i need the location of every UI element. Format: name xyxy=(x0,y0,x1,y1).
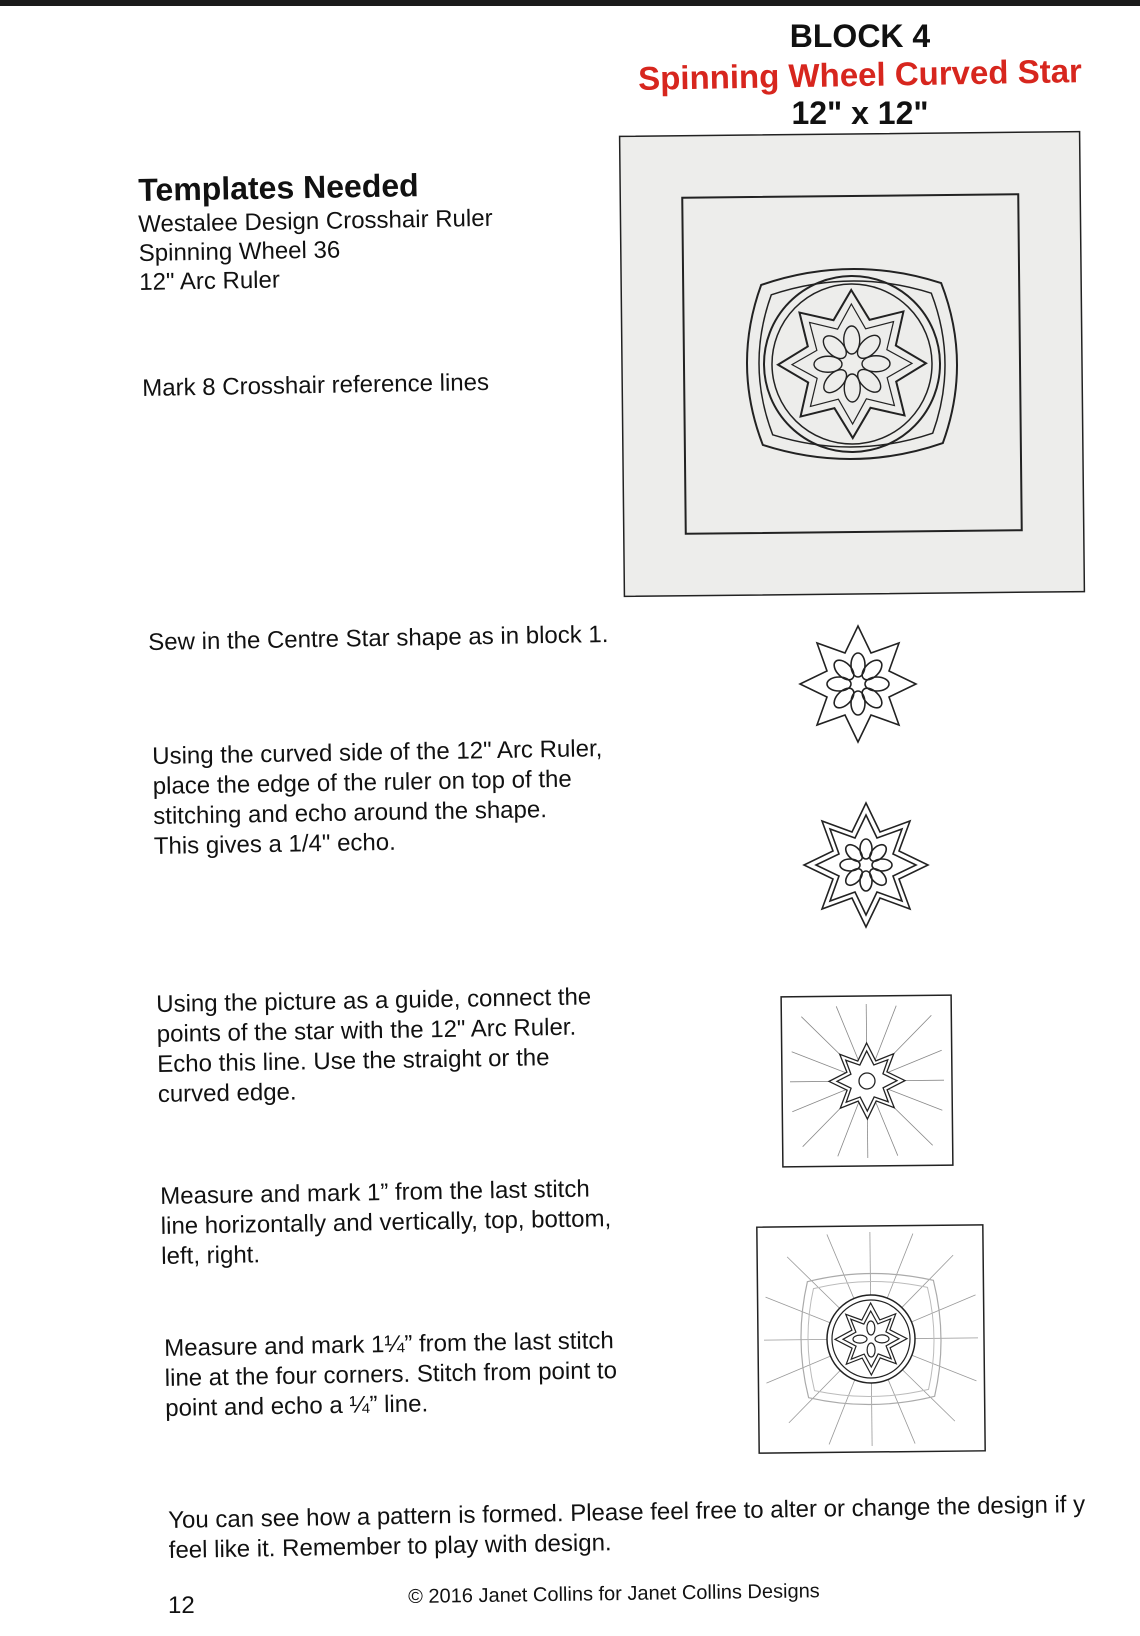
copyright: © 2016 Janet Collins for Janet Collins Designs xyxy=(408,1580,820,1608)
block-label: BLOCK 4 xyxy=(789,18,931,54)
step-line: curved edge. xyxy=(157,1078,297,1108)
templates-title: Templates Needed xyxy=(138,167,419,208)
step-measure-corners xyxy=(164,1326,618,1424)
step-line: stitching and echo around the shape. xyxy=(153,796,548,830)
step-crosshair-lines: Mark 8 Crosshair reference lines xyxy=(142,368,490,402)
step-line: Using the picture as a guide, connect the xyxy=(156,983,592,1018)
step-line: Measure and mark 1” from the last stitch xyxy=(160,1175,590,1210)
block-diagram xyxy=(622,134,1082,594)
step-line: Echo this line. Use the straight or the xyxy=(157,1044,550,1078)
star-figure-1 xyxy=(798,624,918,744)
step-line: Measure and mark 1¼” from the last stitch xyxy=(164,1327,614,1362)
block-title: Spinning Wheel Curved Star xyxy=(637,52,1083,97)
closing-line: feel like it. Remember to play with design. xyxy=(168,1529,612,1564)
step-line: left, right. xyxy=(161,1241,261,1270)
step-line: This gives a 1/4" echo. xyxy=(153,828,397,860)
top-edge-bar xyxy=(0,0,1140,6)
star-figure-2 xyxy=(801,800,931,930)
connect-points-figure xyxy=(782,996,952,1166)
closing-line: You can see how a pattern is formed. Please feel free to alter or change the design if y xyxy=(168,1490,1086,1534)
page-number: 12 xyxy=(168,1592,195,1619)
step-line: line horizontally and vertically, top, bottom, xyxy=(160,1205,612,1240)
step-line: line at the four corners. Stitch from point to xyxy=(164,1357,618,1392)
step-centre-star: Sew in the Centre Star shape as in block 1. xyxy=(148,620,609,656)
template-item: 12" Arc Ruler xyxy=(139,266,281,296)
templates-list xyxy=(138,204,494,297)
closing-note xyxy=(168,1490,1086,1566)
template-item: Westalee Design Crosshair Ruler xyxy=(138,204,493,238)
step-line: point and echo a ¼” line. xyxy=(165,1390,429,1422)
template-item: Spinning Wheel 36 xyxy=(138,236,341,267)
step-measure-1in xyxy=(160,1174,612,1272)
step-line: place the edge of the ruler on top of the xyxy=(152,765,572,800)
step-connect-points xyxy=(156,982,593,1110)
block-size: 12" x 12" xyxy=(791,95,929,131)
measure-figure xyxy=(758,1226,984,1452)
step-line: points of the star with the 12" Arc Ruler. xyxy=(156,1013,577,1048)
step-line: Using the curved side of the 12" Arc Ruler, xyxy=(152,735,603,770)
step-echo-shape xyxy=(152,734,604,862)
